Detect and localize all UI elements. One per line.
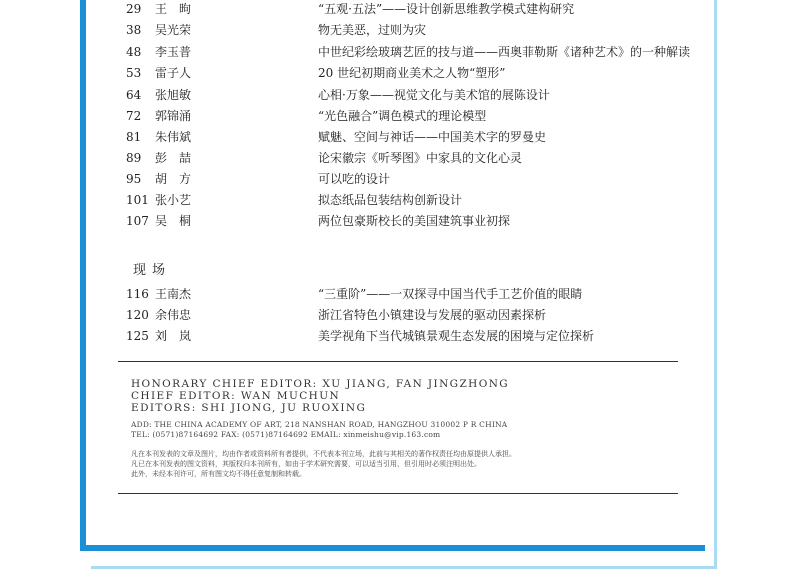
toc-title: 20 世纪初期商业美术之人物“塑形” <box>318 66 506 80</box>
toc-page: 81 <box>126 130 142 144</box>
toc-author: 张小艺 <box>155 193 192 207</box>
frame-blue-vertical <box>80 0 86 550</box>
toc-page: 107 <box>126 214 149 228</box>
frame-light-vertical <box>714 0 717 569</box>
address: ADD: THE CHINA ACADEMY OF ART, 218 NANSHAN ROAD, HANGZHOU 310002 P R CHINA <box>131 420 508 429</box>
toc-title: 赋魅、空间与神话——中国美术字的罗曼史 <box>318 130 547 144</box>
toc-page: 116 <box>126 287 149 301</box>
toc-title: 心相·万象——视觉文化与美术馆的展陈设计 <box>318 88 550 102</box>
toc-page: 72 <box>126 109 142 123</box>
toc-title: 美学视角下当代城镇景观生态发展的困境与定位探析 <box>318 329 595 343</box>
credits-block <box>131 378 681 440</box>
toc-title: “三重阶”——一双探寻中国当代手工艺价值的眼睛 <box>318 287 583 301</box>
toc-author: 朱伟斌 <box>155 130 192 144</box>
toc-page: 29 <box>126 2 142 16</box>
divider-bottom <box>118 493 678 494</box>
copyright-notes <box>131 449 681 479</box>
honorary-chief-editor: HONORARY CHIEF EDITOR: XU JIANG, FAN JINGZHONG <box>131 378 510 390</box>
toc-author: 刘 岚 <box>155 329 192 343</box>
toc-author: 张旭敏 <box>155 88 192 102</box>
toc-page: 120 <box>126 308 149 322</box>
toc-title: 可以吃的设计 <box>318 172 391 186</box>
toc-page: 101 <box>126 193 149 207</box>
toc-page: 48 <box>126 45 142 59</box>
note-line: 此外，未经本刊许可，所有图文均不得任意复制和转载。 <box>131 470 306 478</box>
toc-author: 雷子人 <box>155 66 192 80</box>
toc-title: 两位包豪斯校长的美国建筑事业初探 <box>318 214 511 228</box>
toc-author: 吴 桐 <box>155 214 192 228</box>
note-line: 凡在本刊发表的文章及图片，均由作者或资料所有者提供，不代表本刊立场，此前与其相关的著作权责任均由原提供人承担。 <box>131 450 516 458</box>
toc-page: 95 <box>126 172 142 186</box>
toc-author: 王南杰 <box>155 287 192 301</box>
toc-author: 彭 喆 <box>155 151 192 165</box>
contact-info: TEL: (0571)87164692 FAX: (0571)87164692 EMAIL: xinmeishu@vip.163.com <box>131 430 441 439</box>
toc-author: 李玉普 <box>155 45 192 59</box>
toc-page: 89 <box>126 151 142 165</box>
toc-title: “光色融合”调色模式的理论模型 <box>318 109 487 123</box>
toc-title: 中世纪彩绘玻璃艺匠的技与道——西奥菲勒斯《诸种艺术》的一种解读 <box>318 45 691 59</box>
toc-title: 拟态纸品包装结构创新设计 <box>318 193 463 207</box>
toc-title: 物无美恶，过则为灾 <box>318 23 427 37</box>
toc-page: 38 <box>126 23 142 37</box>
frame-blue-horizontal <box>80 545 705 551</box>
section-heading-scene: 现场 <box>133 263 172 278</box>
toc-title: 论宋徽宗《听琴图》中家具的文化心灵 <box>318 151 523 165</box>
toc-author: 郭锦涌 <box>155 109 192 123</box>
toc-author: 胡 方 <box>155 172 192 186</box>
toc-page: 125 <box>126 329 149 343</box>
toc-page: 64 <box>126 88 142 102</box>
divider-top <box>118 361 678 362</box>
chief-editor: CHIEF EDITOR: WAN MUCHUN <box>131 390 341 402</box>
frame-light-horizontal <box>91 566 717 569</box>
note-line: 凡已在本刊发表的图文资料，其版权归本刊所有，如由于学术研究需要，可以适当引用，但引用时必须注明出处。 <box>131 460 481 468</box>
toc-author: 王 昫 <box>155 2 192 16</box>
toc-title: “五观·五法”——设计创新思维教学模式建构研究 <box>318 2 575 16</box>
toc-author: 吴光荣 <box>155 23 192 37</box>
toc-author: 余伟忠 <box>155 308 192 322</box>
editors: EDITORS: SHI JIONG, JU RUOXING <box>131 402 367 414</box>
toc-title: 浙江省特色小镇建设与发展的驱动因素探析 <box>318 308 547 322</box>
toc-page: 53 <box>126 66 142 80</box>
